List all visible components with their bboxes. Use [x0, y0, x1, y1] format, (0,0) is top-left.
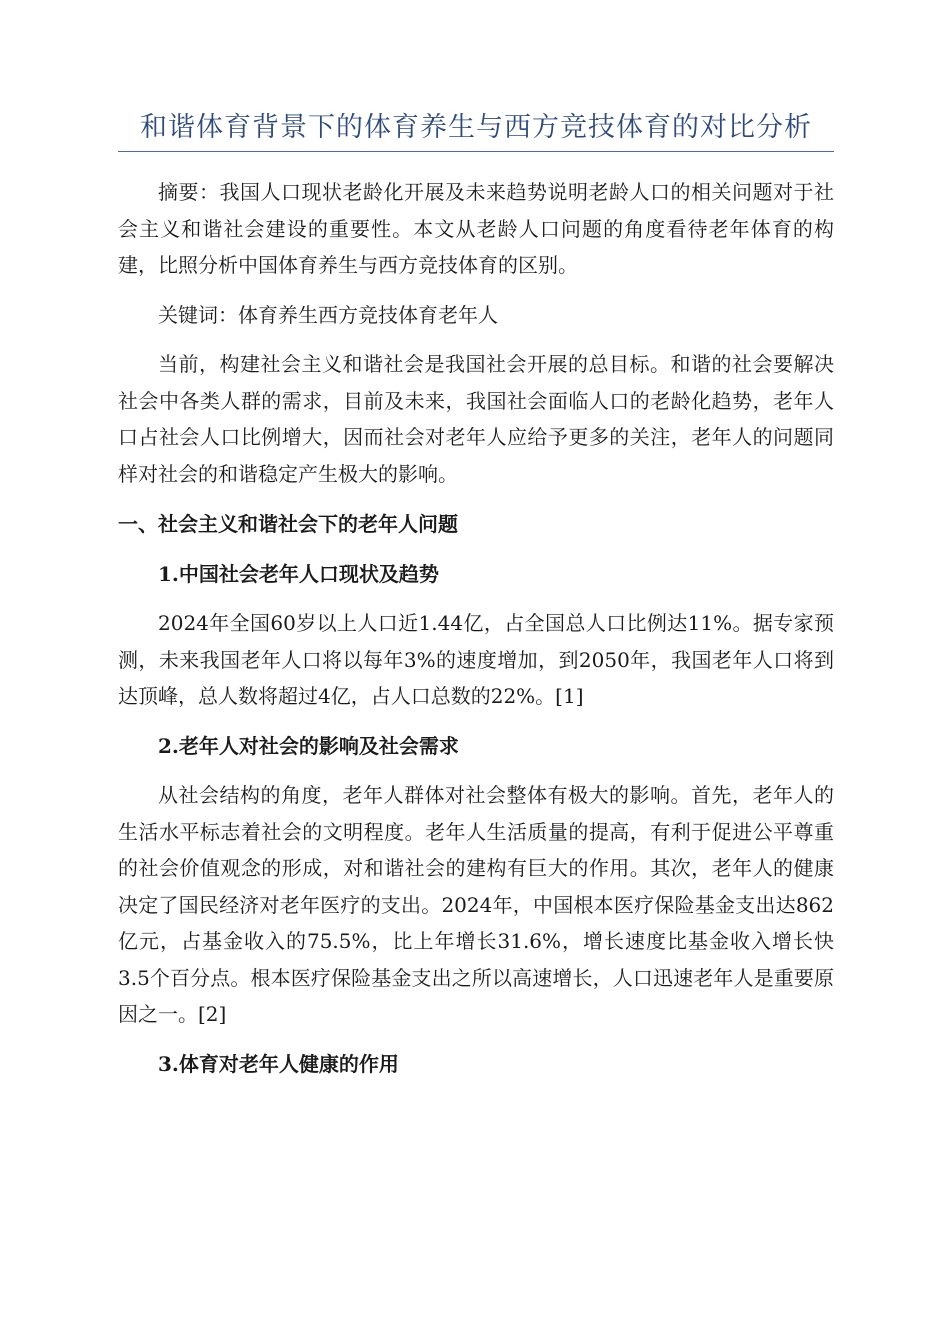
subsection-1-text: 2024年全国60岁以上人口近1.44亿，占全国总人口比例达11%。据专家预测，未来我国老年人口将以每年3%的速度增加，到2050年，我国老年人口将到达顶峰，总人数将超过4亿，占人口总数的22%。[1] — [118, 611, 834, 708]
intro-paragraph: 当前，构建社会主义和谐社会是我国社会开展的总目标。和谐的社会要解决社会中各类人群的需求，目前及未来，我国社会面临人口的老龄化趋势，老年人口占社会人口比例增大，因而社会对老年人应给予更多的关注，老年人的问题同样对社会的和谐稳定产生极大的影响。 — [118, 352, 834, 486]
document-title: 和谐体育背景下的体育养生与西方竞技体育的对比分析 — [118, 108, 834, 152]
subsection-3-heading: 3.体育对老年人健康的作用 — [158, 1051, 399, 1076]
subsection-2-text: 从社会结构的角度，老年人群体对社会整体有极大的影响。首先，老年人的生活水平标志着社会的文明程度。老年人生活质量的提高，有利于促进公平尊重的社会价值观念的形成，对和谐社会的建构有巨大的作用。其次，老年人的健康决定了国民经济对老年医疗的支出。2024年，中国根本医疗保险基金支出达862亿元，占基金收入的75.5%，比上年增长31.6%，增长速度比基金收入增长快3.5个百分点。根本医疗保险基金支出之所以高速增长，人口迅速老年人是重要原因之一。[2] — [118, 783, 834, 1026]
keywords-paragraph: 关键词：体育养生西方竞技体育老年人 — [158, 302, 498, 327]
abstract-paragraph: 摘要：我国人口现状老龄化开展及未来趋势说明老龄人口的相关问题对于社会主义和谐社会建设的重要性。本文从老龄人口问题的角度看待老年体育的构建，比照分析中国体育养生与西方竞技体育的区别。 — [118, 180, 834, 277]
subsection-1-heading: 1.中国社会老年人口现状及趋势 — [158, 561, 439, 586]
section-1-heading: 一、社会主义和谐社会下的老年人问题 — [118, 512, 458, 536]
subsection-2-heading: 2.老年人对社会的影响及社会需求 — [158, 733, 459, 758]
document-page — [118, 108, 834, 1082]
